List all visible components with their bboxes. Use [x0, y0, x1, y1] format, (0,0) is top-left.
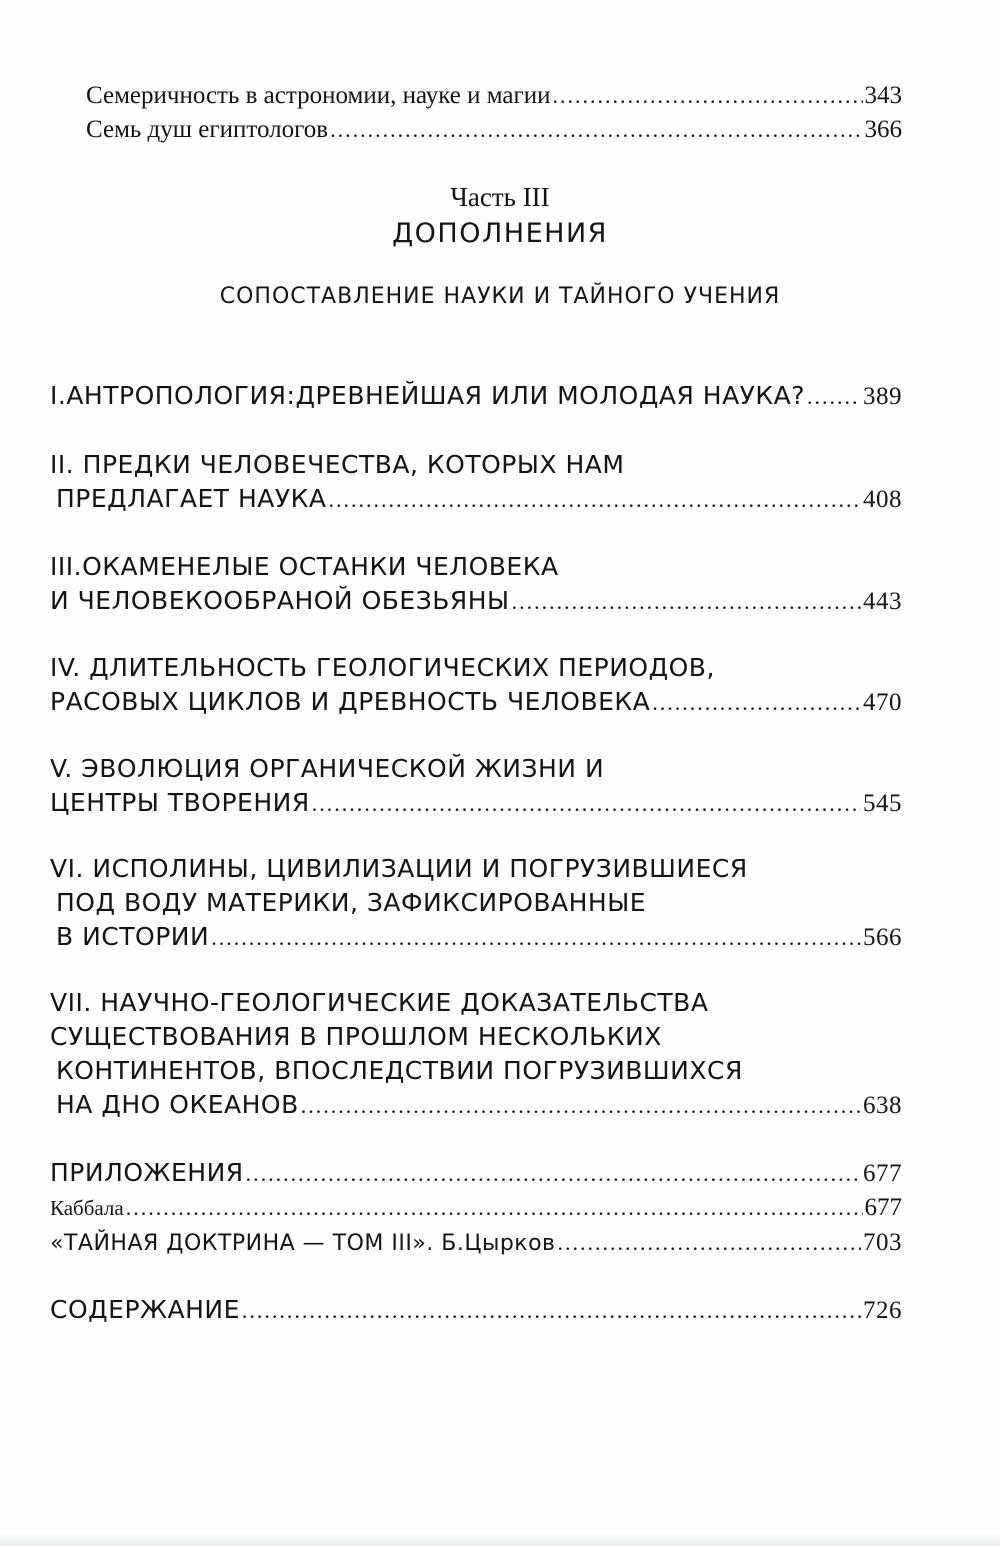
chapter-line: НА ДНО ОКЕАНОВ: [56, 1090, 299, 1119]
section-title: СОПОСТАВЛЕНИЕ НАУКИ И ТАЙНОГО УЧЕНИЯ: [219, 284, 781, 309]
dot-leader: [558, 1226, 862, 1260]
appendices-page: 677: [863, 1160, 902, 1187]
toc-entry-title: Семеричность в астрономии, науке и магии: [86, 82, 551, 109]
chapter-line: IV. ДЛИТЕЛЬНОСТЬ ГЕОЛОГИЧЕСКИХ ПЕРИОДОВ,: [50, 653, 715, 682]
toc-chapter[interactable]: [50, 651, 902, 719]
toc-entry-page: 366: [864, 116, 902, 143]
toc-appendices[interactable]: [50, 1156, 902, 1190]
toc-entry-title: Семь душ египтологов: [86, 116, 329, 143]
toc-chapter[interactable]: [50, 852, 902, 954]
contents-title: СОДЕРЖАНИЕ: [50, 1295, 240, 1324]
part-label: Часть III: [450, 182, 550, 212]
toc-chapter[interactable]: [50, 448, 902, 516]
chapter-line: ЦЕНТРЫ ТВОРЕНИЯ: [50, 788, 310, 817]
dot-leader: [242, 1294, 861, 1328]
chapter-line: ПОД ВОДУ МАТЕРИКИ, ЗАФИКСИРОВАННЫЕ: [56, 888, 647, 917]
toc-entry[interactable]: [86, 79, 902, 113]
chapter-page: 638: [863, 1092, 902, 1119]
chapter-line: ПРЕДЛАГАЕТ НАУКА: [56, 484, 327, 513]
chapter-line: И ЧЕЛОВЕКООБРАНОЙ ОБЕЗЬЯНЫ: [50, 586, 510, 615]
dot-leader: [246, 1157, 861, 1191]
chapter-line: КОНТИНЕНТОВ, ВПОСЛЕДСТВИИ ПОГРУЗИВШИХСЯ: [56, 1056, 743, 1085]
chapter-line: РАСОВЫХ ЦИКЛОВ И ДРЕВНОСТЬ ЧЕЛОВЕКА: [50, 687, 651, 716]
toc-chapter[interactable]: [50, 752, 902, 820]
page-bottom-edge: [0, 1532, 1000, 1546]
dot-leader: [330, 113, 862, 147]
toc-chapter[interactable]: [50, 550, 902, 618]
chapter-page: 443: [863, 588, 902, 615]
dot-leader: [126, 1191, 863, 1225]
toc-entry-page: 343: [864, 82, 902, 109]
dot-leader: [512, 585, 861, 619]
toc-chapter[interactable]: [50, 379, 902, 413]
chapter-line: СУЩЕСТВОВАНИЯ В ПРОШЛОМ НЕСКОЛЬКИХ: [50, 1022, 662, 1051]
appendices-title: ПРИЛОЖЕНИЯ: [50, 1158, 244, 1187]
dot-leader: [553, 79, 863, 113]
toc-chapter[interactable]: [50, 986, 902, 1122]
dot-leader: [312, 787, 861, 821]
chapter-line: V. ЭВОЛЮЦИЯ ОРГАНИЧЕСКОЙ ЖИЗНИ И: [50, 754, 605, 783]
dot-leader: [211, 921, 861, 955]
chapter-page: 408: [863, 486, 902, 513]
chapter-line: VI. ИСПОЛИНЫ, ЦИВИЛИЗАЦИИ И ПОГРУЗИВШИЕСЯ: [50, 854, 748, 883]
chapter-page: 566: [863, 924, 902, 951]
chapter-line: В ИСТОРИИ: [56, 922, 210, 951]
toc-appendix-item[interactable]: [50, 1191, 902, 1225]
chapter-page: 545: [863, 790, 902, 817]
chapter-line: I.АНТРОПОЛОГИЯ:ДРЕВНЕЙШАЯ ИЛИ МОЛОДАЯ НАУКА?: [50, 381, 806, 410]
chapter-line: II. ПРЕДКИ ЧЕЛОВЕЧЕСТВА, КОТОРЫХ НАМ: [50, 450, 625, 479]
appendix-item-title: «ТАЙНАЯ ДОКТРИНА — ТОМ III». Б.Цырков: [50, 1231, 556, 1256]
toc-appendix-item[interactable]: [50, 1226, 902, 1260]
dot-leader: [652, 686, 861, 720]
part-title: ДОПОЛНЕНИЯ: [392, 218, 608, 249]
chapter-line: VII. НАУЧНО-ГЕОЛОГИЧЕСКИЕ ДОКАЗАТЕЛЬСТВА: [50, 988, 709, 1017]
chapter-page: 470: [863, 689, 902, 716]
contents-page: 726: [863, 1297, 902, 1324]
appendix-item-title: Каббала: [50, 1196, 124, 1220]
toc-entry[interactable]: [86, 113, 902, 147]
chapter-page: 389: [863, 383, 902, 410]
appendix-item-page: 677: [864, 1194, 902, 1221]
dot-leader: [328, 483, 861, 517]
dot-leader: [807, 380, 861, 414]
chapter-line: III.ОКАМЕНЕЛЫЕ ОСТАНКИ ЧЕЛОВЕКА: [50, 552, 559, 581]
appendix-item-page: 703: [863, 1229, 902, 1256]
toc-contents[interactable]: [50, 1293, 902, 1327]
dot-leader: [301, 1089, 861, 1123]
